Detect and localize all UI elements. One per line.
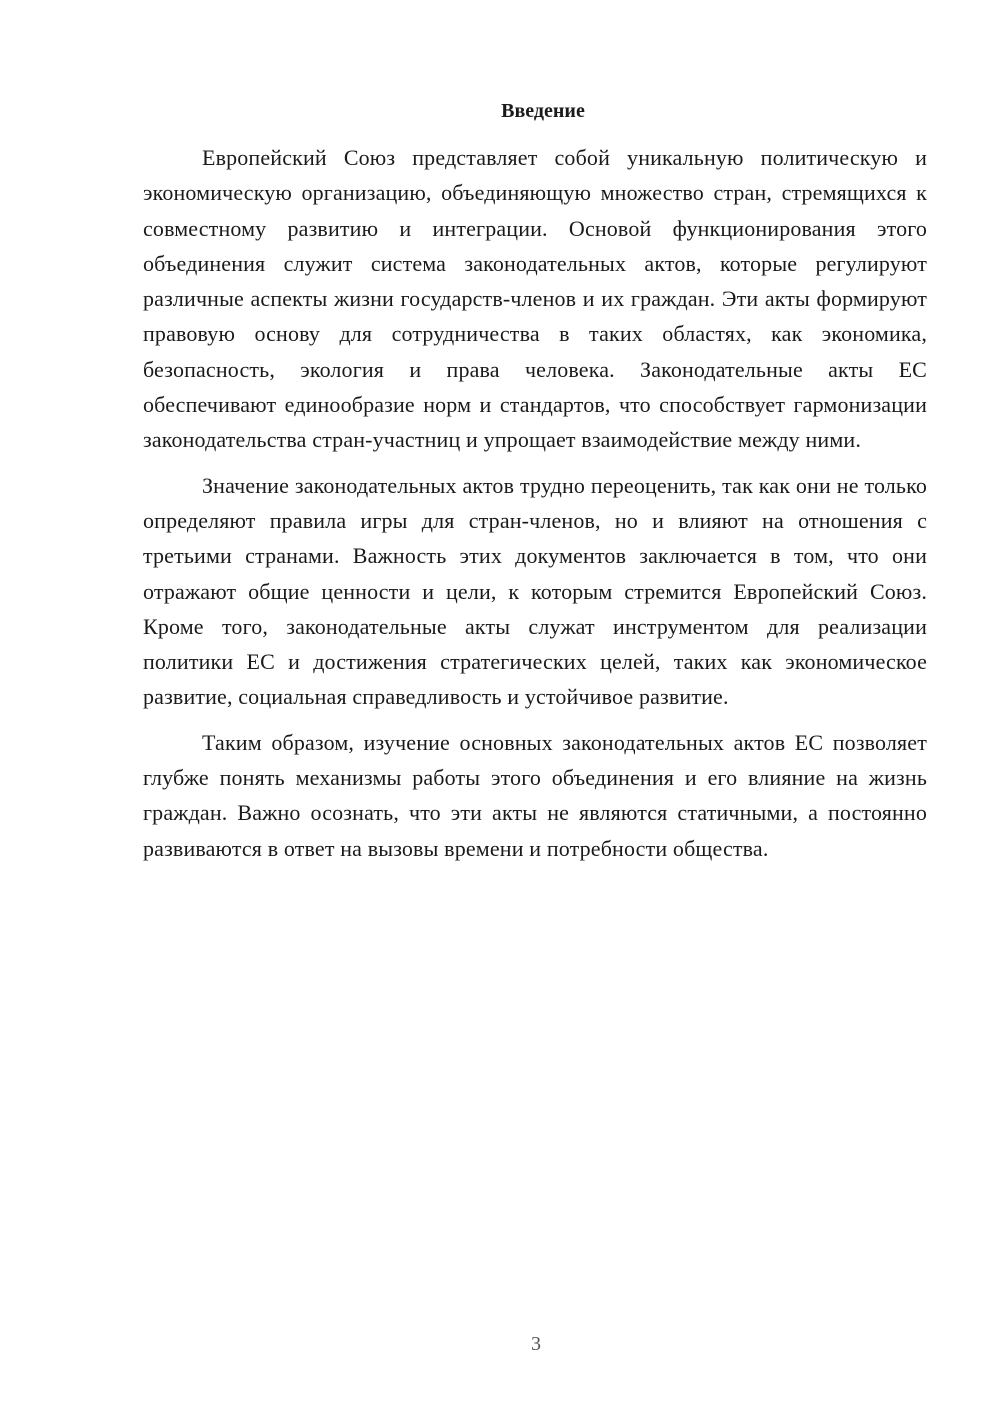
page-number: 3	[531, 1333, 541, 1355]
page-content	[143, 97, 927, 876]
section-heading: Введение	[501, 100, 585, 122]
paragraph-1: Европейский Союз представляет собой уникальную политическую и экономическую организацию, объединяющую множество стран, стремящихся к совместному развитию и интеграции. Основой функционирования этого объединения служит система законодательных актов, которые регулируют различные аспекты жизни государств-членов и их граждан. Эти акты формируют правовую основу для сотрудничества в таких областях, как экономика, безопасность, экология и права человека. Законодательные акты ЕС обеспечивают единообразие норм и стандартов, что способствует гармонизации законодательства стран-участниц и упрощает взаимодействие между ними.	[143, 145, 927, 453]
paragraph-2: Значение законодательных актов трудно переоценить, так как они не только определяют правила игры для стран-членов, но и влияют на отношения с третьими странами. Важность этих документов заключается в том, что они отражают общие ценности и цели, к которым стремится Европейский Союз. Кроме того, законодательные акты служат инструментом для реализации политики ЕС и достижения стратегических целей, таких как экономическое развитие, социальная справедливость и устойчивое развитие.	[143, 472, 927, 710]
paragraph-3: Таким образом, изучение основных законодательных актов ЕС позволяет глубже понять механизмы работы этого объединения и его влияние на жизнь граждан. Важно осознать, что эти акты не являются статичными, а постоянно развиваются в ответ на вызовы времени и потребности общества.	[143, 729, 927, 861]
